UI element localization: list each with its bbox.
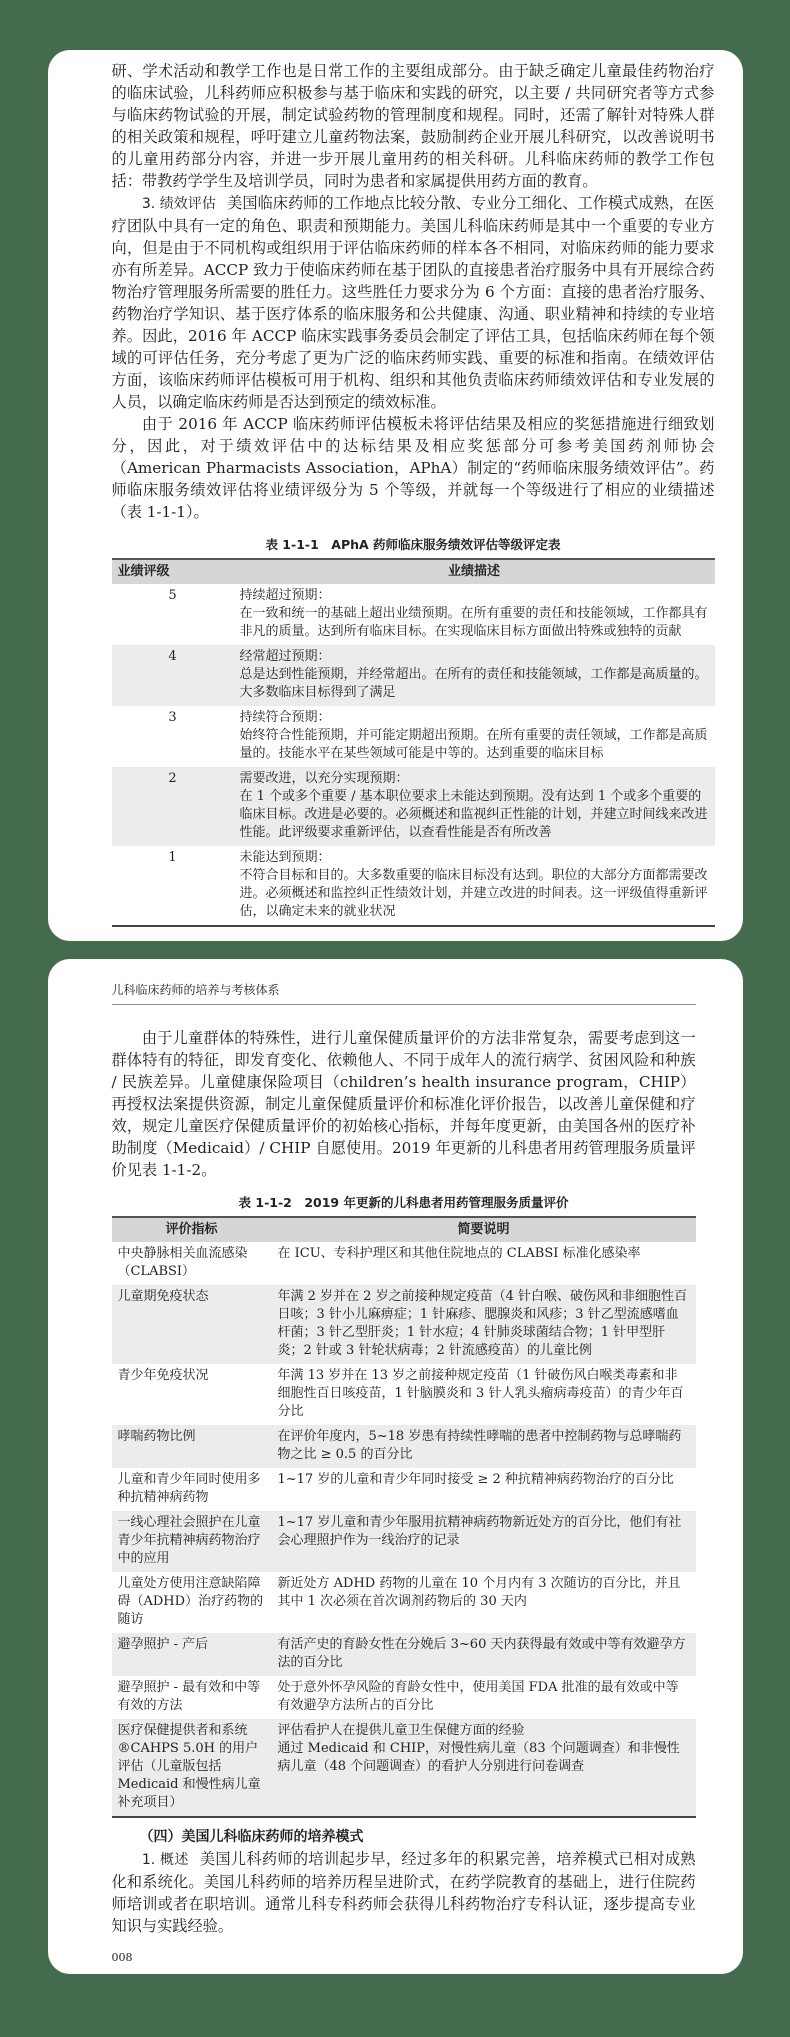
rating-detail: 在一致和统一的基础上超出业绩预期。在所有重要的责任和技能领域，工作都具有非凡的质量。达到所有临床目标。在实现临床目标方面做出特殊或独特的贡献	[239, 606, 708, 639]
paragraph-text: 美国临床药师的工作地点比较分散、专业分工细化、工作模式成熟，在医疗团队中具有一定的角色、职责和预期能力。美国儿科临床药师是其中一个重要的专业方向，但是由于不同机构或组织用于评估临床药师的样本各不相同，对临床药师的能力要求亦有所差异。ACCP 致力于使临床药师在基于团队的直接患者治疗服务中具有开展综合药物治疗管理服务所需要的胜任力。这些胜任力要求分为 6 个方面：直接的患者治疗服务、药物治疗学知识、基于医疗体系的临床服务和公共健康、沟通、职业精神和持续的专业培养。因此，2016 年 ACCP 临床实践事务委员会制定了评估工具，包括临床药师在每个领域的可评估任务，充分考虑了更为广泛的临床药师实践、重要的标准和指南。在绩效评估方面，该临床药师评估模板可用于机构、组织和其他负责临床药师绩效评估和专业发展的人员，以确定临床药师是否达到预定的绩效标准。	[111, 194, 715, 411]
table-caption: 表 1-1-2 2019 年更新的儿科患者用药管理服务质量评价	[238, 1195, 569, 1210]
rating-detail: 总是达到性能预期，并经常超出。在所有的责任和技能领域，工作都是高质量的。大多数临床目标得到了满足	[239, 667, 708, 700]
page-1-content	[112, 60, 715, 927]
indicator-description-extra: 通过 Medicaid 和 CHIP，对慢性病儿童（83 个问题调查）和非慢性病儿童（48 个问题调查）的看护人分别进行问卷调查	[277, 1741, 680, 1774]
paragraph: 研、学术活动和教学工作也是日常工作的主要组成部分。由于缺乏确定儿童最佳药物治疗的临床试验，儿科药师应积极参与基于临床和实践的研究，以主要 / 共同研究者等方式参与临床药物试验的开展，制定试验药物的管理制度和规程。同时，还需了解针对特殊人群的相关政策和规程，呼吁建立儿童药物法案，鼓励制药企业开展儿科研究，以改善说明书的儿童用药部分内容，并进一步开展儿童用药的相关科研。儿科临床药师的教学工作包括：带教药学学生及培训学员，同时为患者和家属提供用药方面的教育。	[111, 62, 715, 190]
running-head: 儿科临床药师的培养与考核体系	[112, 981, 696, 1005]
indicator-description-cell	[272, 1511, 696, 1572]
rating-level: 5	[168, 588, 177, 603]
rating-level: 4	[168, 649, 177, 664]
indicator-name: 青少年免疫状况	[117, 1368, 209, 1383]
table-row	[112, 645, 715, 706]
paragraph-text: 美国儿科药师的培训起步早，经过多年的积累完善，培养模式已相对成熟化和系统化。美国儿科药师的培养历程呈进阶式，在药学院教育的基础上，进行住院药师培训或者在职培训。通常儿科专科药师会获得儿科药物治疗专科认证，逐步提高专业知识与实践经验。	[111, 1850, 696, 1935]
indicator-description-cell	[272, 1633, 696, 1676]
column-header: 评价指标	[165, 1222, 218, 1237]
book-page-2	[48, 959, 743, 1974]
indicator-description-cell	[272, 1719, 696, 1817]
rating-title: 持续超过预期：	[239, 588, 331, 603]
rating-title: 持续符合预期：	[239, 710, 331, 725]
indicator-description: 1~17 岁儿童和青少年服用抗精神病药物新近处方的百分比，他们有社会心理照护作为一线治疗的记录	[277, 1515, 682, 1548]
indicator-description: 评估看护人在提供儿童卫生保健方面的经验	[277, 1723, 525, 1738]
table-row	[112, 1468, 696, 1511]
paragraph-performance-evaluation	[112, 192, 715, 413]
page-2-content	[112, 1027, 696, 1937]
table-row	[112, 1719, 696, 1817]
paragraph-overview	[112, 1848, 696, 1937]
paragraph-keyword: 1. 概述	[141, 1852, 189, 1868]
paragraph-keyword: 3. 绩效评估	[141, 196, 216, 212]
rating-title: 经常超过预期：	[239, 649, 331, 664]
table-row	[112, 846, 715, 926]
table-row	[112, 1676, 696, 1719]
table-row	[112, 1242, 696, 1285]
table-header-row	[112, 1217, 696, 1242]
quality-evaluation-table	[112, 1216, 696, 1818]
table-row	[112, 1285, 696, 1364]
table-row	[112, 1511, 696, 1572]
column-header: 业绩描述	[447, 564, 500, 579]
indicator-description: 1~17 岁的儿童和青少年同时接受 ≥ 2 种抗精神病药物治疗的百分比	[277, 1472, 674, 1487]
indicator-description-cell	[272, 1572, 696, 1633]
table-header-row	[112, 559, 715, 584]
rating-title: 需要改进，以充分实现预期：	[239, 771, 409, 786]
rating-description	[234, 706, 715, 767]
rating-level: 1	[168, 850, 177, 865]
table-row	[112, 767, 715, 846]
indicator-description: 年满 2 岁并在 2 岁之前接种规定疫苗（4 针白喉、破伤风和非细胞性百日咳；3 针小儿麻痹症；1 针麻疹、腮腺炎和风疹；3 针乙型流感嗜血杆菌；3 针乙型肝炎；1 针水痘；4 针肺炎球菌结合物；1 针甲型肝炎；2 针或 3 针轮状病毒；2 针流感疫苗）的儿童比例	[277, 1289, 687, 1358]
rating-description	[234, 584, 715, 645]
indicator-name: 中央静脉相关血流感染（CLABSI）	[117, 1246, 248, 1279]
indicator-description-cell	[272, 1364, 696, 1425]
indicator-name: 儿童期免疫状态	[117, 1289, 209, 1304]
paragraph: 由于儿童群体的特殊性，进行儿童保健质量评价的方法非常复杂，需要考虑到这一群体特有的特征，即发育变化、依赖他人、不同于成年人的流行病学、贫困风险和种族 / 民族差异。儿童健康保险项目（children’s health insurance program，CHIP）再授权法案提供资源，制定儿童保健质量评价和标准化评价报告，以改善儿童保健和疗效，规定儿童医疗保健质量评价的初始核心指标，并每年度更新，由美国各州的医疗补助制度（Medicaid）/ CHIP 自愿使用。2019 年更新的儿科患者用药管理服务质量评价见表 1-1-2。	[111, 1029, 696, 1179]
rating-level: 2	[168, 771, 177, 786]
indicator-name: 医疗保健提供者和系统 ®CAHPS 5.0H 的用户评估（儿童版包括 Medicaid 和慢性病儿童补充项目）	[117, 1723, 261, 1810]
indicator-name: 儿童处方使用注意缺陷障碍（ADHD）治疗药物的随访	[117, 1576, 264, 1627]
indicator-name: 哮喘药物比例	[117, 1429, 196, 1444]
indicator-description-cell	[272, 1285, 696, 1364]
rating-detail: 始终符合性能预期，并可能定期超出预期。在所有重要的责任领域，工作都是高质量的。技能水平在某些领域可能是中等的。达到重要的临床目标	[239, 728, 708, 761]
rating-description	[234, 767, 715, 846]
indicator-name: 儿童和青少年同时使用多种抗精神病药物	[117, 1472, 261, 1505]
rating-detail: 在 1 个或多个重要 / 基本职位要求上未能达到预期。没有达到 1 个或多个重要的临床目标。改进是必要的。必须概述和监视纠正性能的计划，并建立时间线来改进性能。此评级要求重新评估，以查看性能是否有所改善	[239, 789, 708, 840]
indicator-description: 新近处方 ADHD 药物的儿童在 10 个月内有 3 次随访的百分比，并且其中 1 次必须在首次调剂药物后的 30 天内	[277, 1576, 681, 1609]
indicator-description-cell	[272, 1425, 696, 1468]
rating-description	[234, 645, 715, 706]
table-row	[112, 1572, 696, 1633]
performance-rating-table	[112, 558, 715, 927]
indicator-name: 避孕照护 - 最有效和中等有效的方法	[117, 1680, 261, 1713]
indicator-description-cell	[272, 1242, 696, 1285]
table-row	[112, 1364, 696, 1425]
rating-title: 未能达到预期：	[239, 850, 331, 865]
table-row	[112, 584, 715, 645]
rating-description	[234, 846, 715, 926]
page-number: 008	[111, 1951, 133, 1964]
rating-level: 3	[168, 710, 177, 725]
indicator-description: 有活产史的育龄女性在分娩后 3~60 天内获得最有效或中等有效避孕方法的百分比	[277, 1637, 686, 1670]
table-row	[112, 706, 715, 767]
indicator-name: 一线心理社会照护在儿童青少年抗精神病药物治疗中的应用	[117, 1515, 261, 1566]
table-row	[112, 1425, 696, 1468]
paragraph: 由于 2016 年 ACCP 临床药师评估模板未将评估结果及相应的奖惩措施进行细致划分，因此，对于绩效评估中的达标结果及相应奖惩部分可参考美国药剂师协会（American Pharmacists Association，APhA）制定的“药师临床服务绩效评估”。药师临床服务绩效评估将业绩评级分为 5 个等级，并就每一个等级进行了相应的业绩描述（表 1-1-1）。	[111, 415, 715, 521]
indicator-description: 年满 13 岁并在 13 岁之前接种规定疫苗（1 针破伤风白喉类毒素和非细胞性百日咳疫苗，1 针脑膜炎和 3 针人乳头瘤病毒疫苗）的青少年百分比	[277, 1368, 684, 1419]
indicator-description-cell	[272, 1676, 696, 1719]
indicator-description-cell	[272, 1468, 696, 1511]
table-caption: 表 1-1-1 APhA 药师临床服务绩效评估等级评定表	[265, 537, 561, 552]
column-header: 简要说明	[457, 1222, 510, 1237]
rating-detail: 不符合目标和目的。大多数重要的临床目标没有达到。职位的大部分方面都需要改进。必须概述和监控纠正性绩效计划，并建立改进的时间表。这一评级值得重新评估，以确定未来的就业状况	[239, 868, 708, 919]
column-header: 业绩评级	[117, 564, 170, 579]
table-row	[112, 1633, 696, 1676]
indicator-description: 在 ICU、专科护理区和其他住院地点的 CLABSI 标准化感染率	[277, 1246, 641, 1261]
indicator-description: 处于意外怀孕风险的育龄女性中，使用美国 FDA 批准的最有效或中等有效避孕方法所占的百分比	[277, 1680, 679, 1713]
indicator-description: 在评价年度内，5~18 岁患有持续性哮喘的患者中控制药物与总哮喘药物之比 ≥ 0.5 的百分比	[277, 1429, 682, 1462]
section-heading: （四）美国儿科临床药师的培养模式	[139, 1829, 364, 1845]
indicator-name: 避孕照护 - 产后	[117, 1637, 209, 1652]
book-page-1	[48, 50, 743, 941]
